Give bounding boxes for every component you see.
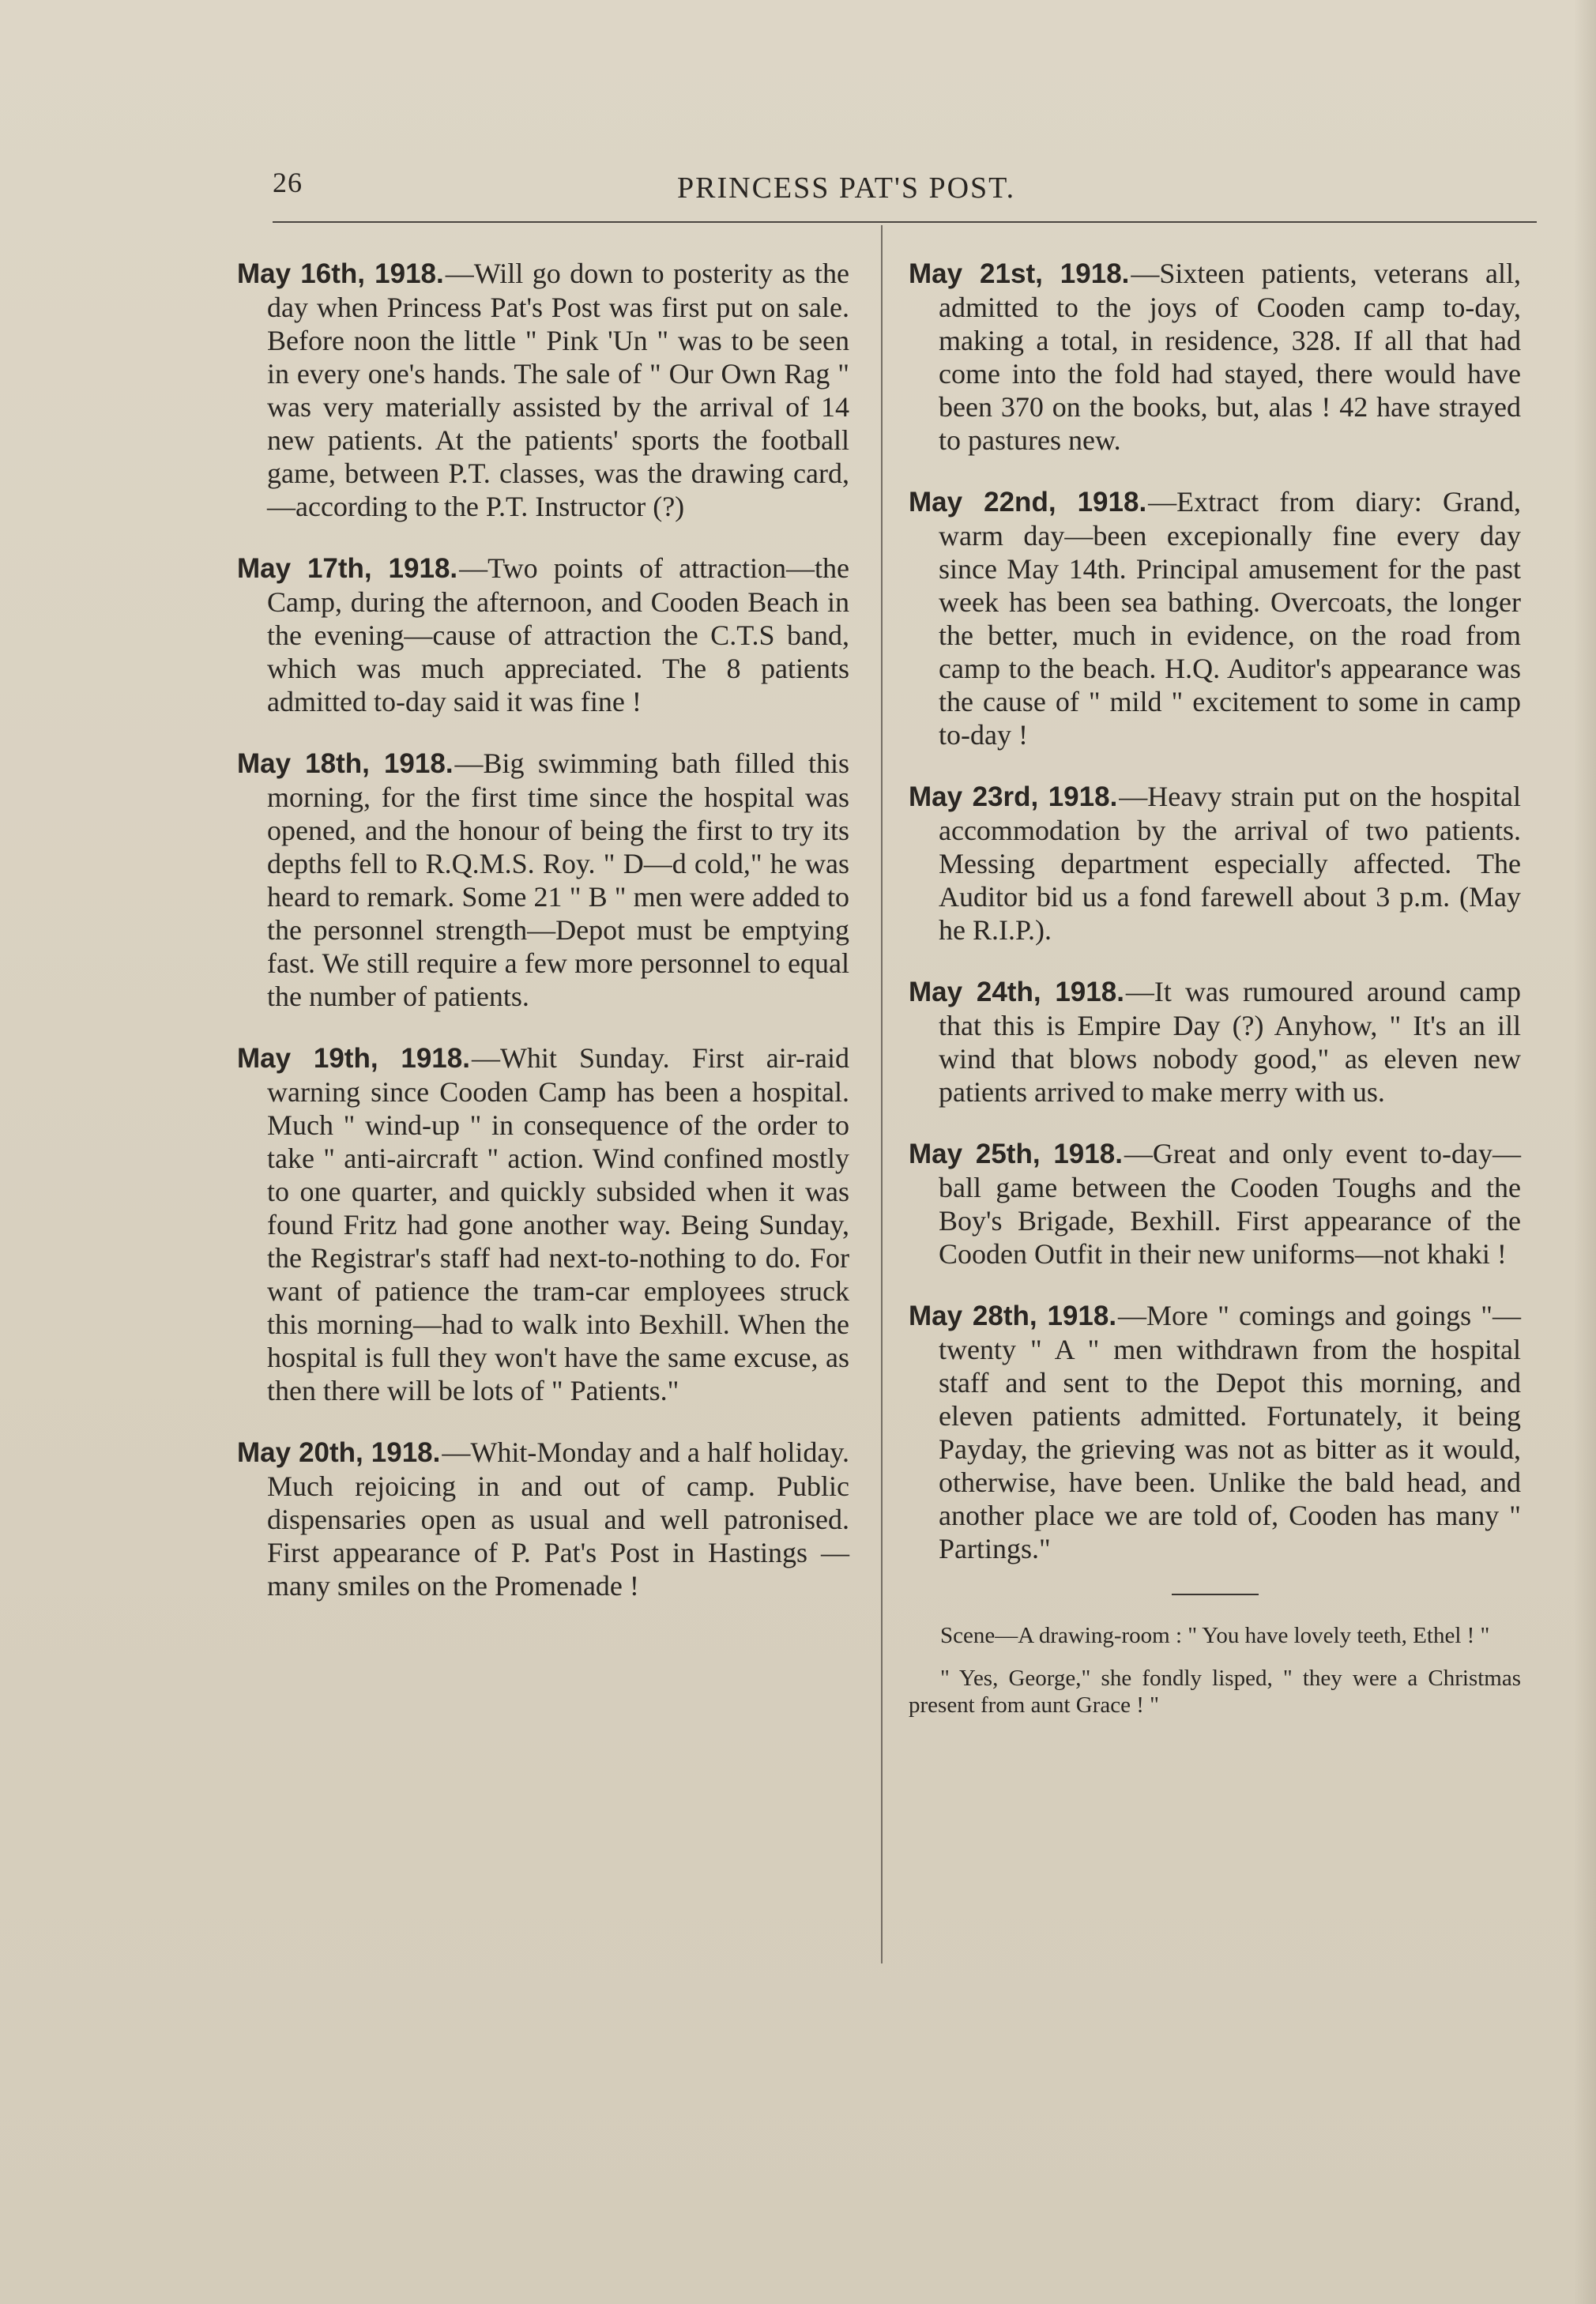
page-number: 26 [273,167,303,198]
entry-date: May 24th, 1918. [909,977,1124,1007]
entry-text: —Great and only event to-day—ball game between the Cooden Toughs and the Boy's Brigade, Bexhill. First appearance of the Cooden Outfit in their new uniforms—not khaki ! [939,1138,1521,1270]
diary-entry-may-19 [237,1041,849,1407]
diary-entry-may-21 [909,257,1521,457]
entry-text: —Extract from diary: Grand, warm day—been excepionally fine every day since May 14th. Principal amusement for the past week has been sea bathing. Overcoats, the longer the better, much in evidence, on the road from camp to the beach. H.Q. Auditor's appearance was the cause of " mild " excitement to some in camp to-day ! [939,486,1521,751]
diary-entry-may-18 [237,747,849,1013]
diary-entry-may-24 [909,975,1521,1109]
entry-date: May 25th, 1918. [909,1139,1123,1169]
section-separator [1172,1594,1259,1595]
diary-entry-may-25 [909,1137,1521,1271]
diary-entry-may-28 [909,1299,1521,1565]
entry-text: —More " comings and goings "—twenty " A " men withdrawn from the hospital staff and sent to the Depot this morning, and eleven patients admitted. Fortunately, it being Payday, the grieving was not as bitter as it would, otherwise, have been. Unlike the bald head, and another place we are told of, Cooden has many " Partings." [939,1300,1521,1564]
entry-date: May 16th, 1918. [237,258,444,289]
entry-text: —Whit-Monday and a half holiday. Much rejoicing in and out of camp. Public dispensaries open as usual and well patronised. First appearance of P. Pat's Post in Hastings —many smiles on the Promenade ! [267,1436,850,1602]
entry-date: May 17th, 1918. [237,553,458,584]
diary-entry-may-20 [237,1436,849,1602]
anecdote-line: Scene—A drawing-room : " You have lovely teeth, Ethel ! " [940,1623,1490,1648]
diary-entry-may-16 [237,257,849,523]
entry-text: —Heavy strain put on the hospital accommodation by the arrival of two patients. Messing department especially affected. The Auditor bid us a fond farewell about 3 p.m. (May he R.I.P.). [939,781,1521,946]
entry-text: —Big swimming bath filled this morning, for the first time since the hospital was opened, and the honour of being the first to try its depths fell to R.Q.M.S. Roy. " D—d cold," he was heard to remark. Some 21 " B " men were added to the personnel strength—Depot must be emptying fast. We still require a few more personnel to equal the number of patients. [267,747,850,1012]
entry-text: —Two points of attraction—the Camp, during the afternoon, and Cooden Beach in the evening—cause of attraction the C.T.S band, which was much appreciated. The 8 patients admitted to-day said it was fine ! [267,552,850,717]
entry-text: —It was rumoured around camp that this is Empire Day (?) Anyhow, " It's an ill wind that blows nobody good," as eleven new patients arrived to make merry with us. [939,976,1521,1108]
header-rule [273,221,1537,223]
entry-date: May 20th, 1918. [237,1437,441,1468]
entry-text: —Sixteen patients, veterans all, admitted to the joys of Cooden camp to-day, making a total, in residence, 328. If all that had come into the fold had stayed, there would have been 370 on the books, but, alas ! 42 have strayed to pastures new. [939,258,1521,456]
page-title: PRINCESS PAT'S POST. [677,171,1016,205]
entry-date: May 18th, 1918. [237,748,454,779]
entry-date: May 23rd, 1918. [909,781,1118,812]
page-header [273,166,1537,221]
diary-entry-may-22 [909,485,1521,751]
anecdote-line: " Yes, George," she fondly lisped, " they were a Christmas present from aunt Grace ! " [909,1666,1521,1718]
entry-text: —Will go down to posterity as the day when Princess Pat's Post was first put on sale. Before noon the little " Pink 'Un " was to be seen in every one's hands. The sale of " Our Own Rag " was very materially assisted by the arrival of 14 new patients. At the patients' sports the football game, between P.T. classes, was the drawing card,—according to the P.T. Instructor (?) [267,258,849,522]
column-divider [881,225,883,1963]
entry-date: May 22nd, 1918. [909,487,1147,518]
entry-date: May 28th, 1918. [909,1301,1117,1331]
entry-text: —Whit Sunday. First air-raid warning since Cooden Camp has been a hospital. Much " wind-up " in consequence of the order to take " anti-aircraft " action. Wind confined mostly to one quarter, and quickly subsided when it was found Fritz had gone another way. Being Sunday, the Registrar's staff had next-to-nothing to do. For want of patience the tram-car employees struck this morning—had to walk into Bexhill. When the hospital is full they won't have the same excuse, as then there will be lots of " Patients." [267,1042,849,1406]
page-edge-shadow [1574,0,1596,2304]
right-column [909,257,1521,1734]
entry-date: May 19th, 1918. [237,1043,470,1074]
left-column [237,257,849,1631]
diary-entry-may-23 [909,780,1521,947]
diary-entry-may-17 [237,552,849,718]
entry-date: May 21st, 1918. [909,258,1130,289]
